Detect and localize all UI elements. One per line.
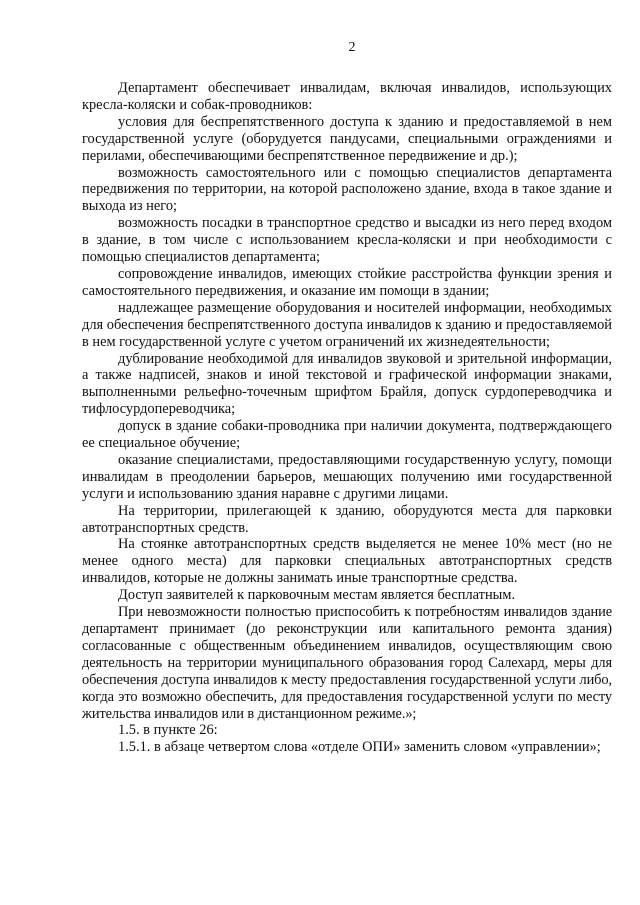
paragraph-equipment-placement: надлежащее размещение оборудования и носителей информации, необходимых для обеспечения беспрепятственного доступа инвалидов к зданию и предоставляемой в нем государственной услуге с учетом ограничений их жизнедеятельности; <box>82 299 612 350</box>
paragraph-item-1-5: 1.5. в пункте 26: <box>118 722 218 739</box>
paragraph-information-duplication: дублирование необходимой для инвалидов звуковой и зрительной информации, а также надписей, знаков и иной текстовой и графической информации знаками, выполненными рельефно-точечным шрифтом Брайля, допуск сурдопереводчика и тифлосурдопереводчика; <box>82 350 612 418</box>
paragraph-parking-area: На территории, прилегающей к зданию, оборудуются места для парковки автотранспортных средств. <box>82 502 612 536</box>
paragraph-parking-free: Доступ заявителей к парковочным местам является бесплатным. <box>118 587 516 604</box>
document-body <box>82 80 612 756</box>
paragraph-parking-quota: На стоянке автотранспортных средств выделяется не менее 10% мест (но не менее одного места) для парковки специальных автотранспортных средств инвалидов, которые не должны занимать иные транспортные средства. <box>82 536 612 587</box>
paragraph-adaptation: При невозможности полностью приспособить к потребностям инвалидов здание департамент принимает (до реконструкции или капитального ремонта здания) согласованные с общественным объединением инвалидов, осуществляющим свою деятельность на территории муниципального образования город Салехард, меры для обеспечения доступа инвалидов к месту предоставления государственной услуги либо, когда это возможно обеспечить, для предоставления государственной услуги по месту жительства инвалидов или в дистанционном режиме.»; <box>82 604 612 722</box>
paragraph-vehicle-boarding: возможность посадки в транспортное средство и высадки из него перед входом в здание, в том числе с использованием кресла-коляски и при необходимости с помощью специалистов департамента; <box>82 215 612 266</box>
paragraph-guide-dog: допуск в здание собаки-проводника при наличии документа, подтверждающего ее специальное обучение; <box>82 418 612 452</box>
page-number: 2 <box>348 40 356 55</box>
paragraph-access-conditions: условия для беспрепятственного доступа к зданию и предоставляемой в нем государственной услуге (оборудуется пандусами, специальными ограждениями и перилами, обеспечивающими беспрепятственное передвижение и др.); <box>82 113 612 164</box>
paragraph-escort: сопровождение инвалидов, имеющих стойкие расстройства функции зрения и самостоятельного передвижения, и оказание им помощи в здании; <box>82 265 612 299</box>
paragraph-intro: Департамент обеспечивает инвалидам, включая инвалидов, использующих кресла-коляски и собак-проводников: <box>82 80 612 113</box>
paragraph-assistance: оказание специалистами, предоставляющими государственную услугу, помощи инвалидам в преодолении барьеров, мешающих получению ими государственной услуги и использованию здания наравне с другими лицами. <box>82 451 612 502</box>
paragraph-item-1-5-1: 1.5.1. в абзаце четвертом слова «отделе ОПИ» заменить словом «управлении»; <box>118 739 601 756</box>
paragraph-movement: возможность самостоятельного или с помощью специалистов департамента передвижения по территории, на которой расположено здание, входа в такое здание и выхода из него; <box>82 164 612 215</box>
